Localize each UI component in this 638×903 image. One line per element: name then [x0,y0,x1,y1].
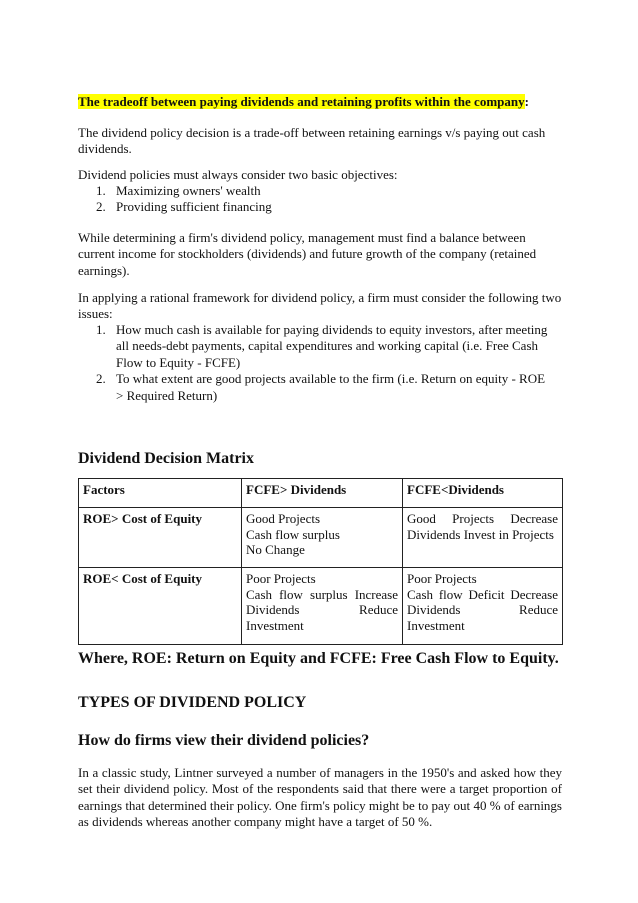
cell-line: Poor Projects [246,571,316,586]
list-item-text: Maximizing owners' wealth [116,183,261,198]
list-number: 1. [96,322,106,337]
paragraph-tradeoff [78,125,562,158]
list-number: 2. [96,199,106,215]
header-cell: FCFE<Dividends [403,479,563,508]
list-item [78,183,562,199]
cell-line: Cash flow Deficit Decrease [407,586,558,602]
header-cell: Factors [79,479,242,508]
table-cell [403,508,563,568]
list-item [78,371,562,404]
paragraph-text: In applying a rational framework for dividend policy, a firm must consider the following two issues: [78,290,562,322]
list-item-text: Providing sufficient financing [116,199,272,215]
highlighted-heading: The tradeoff between paying dividends and retaining profits within the company [78,94,525,109]
list-item-text: How much cash is available for paying dividends to equity investors, after meeting all needs-debt payments, capital expenditures and working capital (i.e. Free Cash Flow to Equity - FCFE) [116,322,548,370]
how-heading-block [78,732,562,750]
cell-line: Good Projects Decrease [407,511,558,526]
list-number: 2. [96,371,106,387]
types-heading: TYPES OF DIVIDEND POLICY [78,694,307,711]
objectives-list [78,183,562,216]
cell-line: Investment [246,617,304,633]
paragraph-objectives-intro [78,167,562,183]
decision-matrix-table [78,478,563,645]
section-heading [78,94,529,110]
paragraph-text: While determining a firm's dividend policy, management must find a balance between current income for stockholders (dividends) and future growth of the company (retained earnings). [78,230,537,278]
types-heading-block [78,694,562,712]
issues-list [78,322,562,404]
paragraph-text: The dividend policy decision is a trade-off between retaining earnings v/s paying out cash dividends. [78,125,546,157]
matrix-title-block [78,450,562,468]
cell-line: Cash flow surplus Increase [246,586,398,602]
list-item [78,322,562,371]
factor-cell: ROE> Cost of Equity [79,508,242,568]
matrix-title: Dividend Decision Matrix [78,450,254,467]
cell-line: Investment [407,617,465,633]
heading-colon: : [524,94,529,109]
cell-line: Good Projects [246,511,321,526]
paragraph-text: Dividend policies must always consider two basic objectives: [78,167,398,182]
table-cell [242,508,403,568]
header-cell: FCFE> Dividends [242,479,403,508]
cell-line: Dividends Reduce [407,602,558,617]
cell-line: Cash flow surplus [246,526,340,542]
how-heading: How do firms view their dividend policies? [78,732,370,749]
where-note: Where, ROE: Return on Equity and FCFE: Free Cash Flow to Equity. [78,650,559,667]
cell-line: Dividends Invest in Projects [407,526,554,542]
decision-matrix [78,478,562,645]
paragraph-balance [78,230,562,279]
paragraph-framework [78,290,562,323]
table-header-row [79,479,563,508]
table-cell [242,568,403,645]
paragraph-text: In a classic study, Lintner surveyed a number of managers in the 1950's and asked how they set their dividend policy. Most of the respondents said that there were a target proportion of earnings that determined their policy. One firm's policy might be to pay out 40 % of earnings as dividends whereas another company might have a target of 50 %. [78,765,562,830]
paragraph-lintner [78,765,562,831]
table-row [79,568,563,645]
cell-line: No Change [246,542,305,557]
list-item [78,199,562,215]
list-number: 1. [96,183,106,198]
list-item-text: To what extent are good projects available to the firm (i.e. Return on equity - ROE > Required Return) [116,371,546,403]
cell-line: Dividends Reduce [246,602,398,617]
table-cell [403,568,563,645]
table-row [79,508,563,568]
cell-line: Poor Projects [407,571,477,586]
factor-cell: ROE< Cost of Equity [79,568,242,645]
where-note-block [78,650,562,668]
